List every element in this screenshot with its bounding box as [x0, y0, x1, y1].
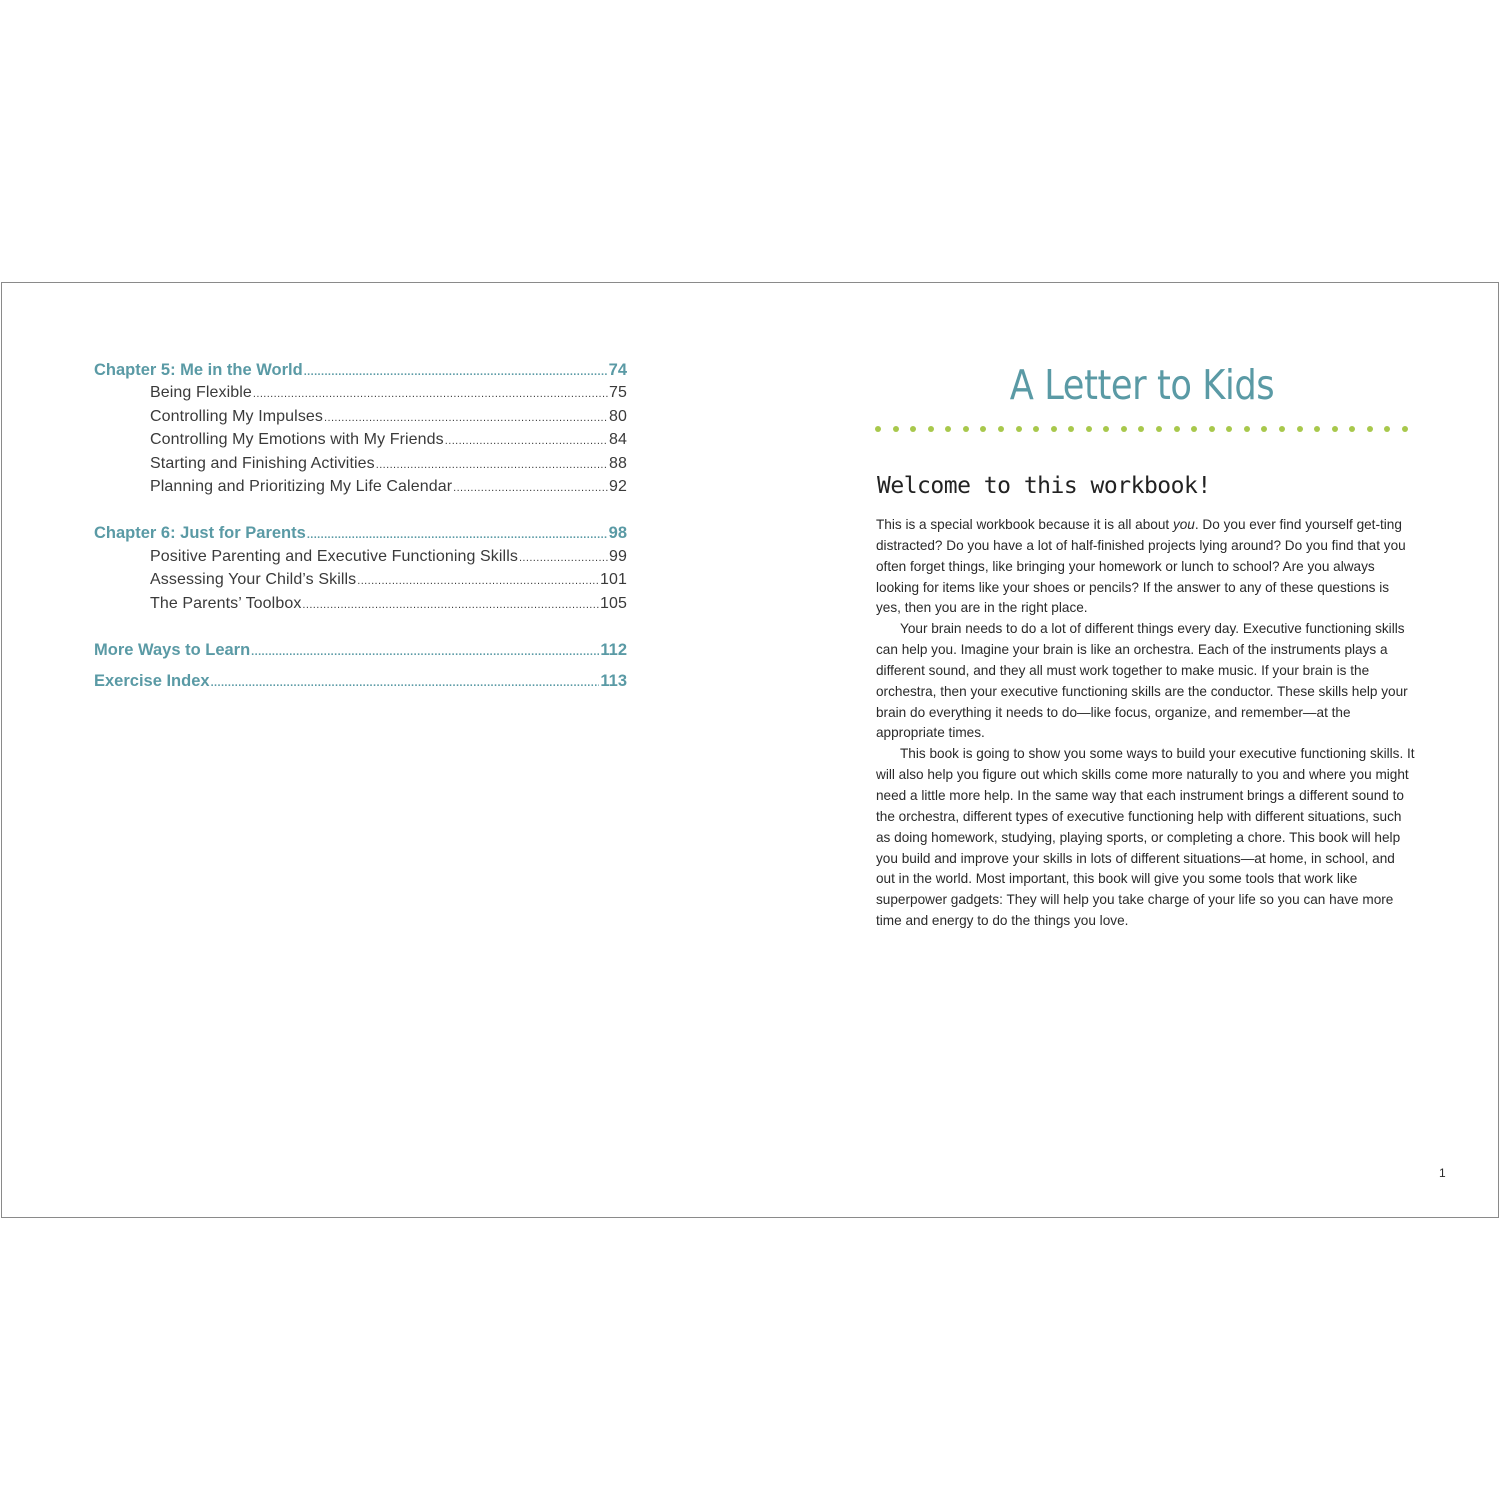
paragraph: Your brain needs to do a lot of different things every day. Executive functioning skills can help you. Imagine your brain is like an orchestra. Each of the instruments plays a different sound, and they all must work together to make music. If your brain is the orchestra, then your executive functioning skills are the conductor. These skills help your brain do everything it needs to do—like focus, organize, and remember—at the appropriate times.	[876, 621, 1408, 741]
divider-dot	[1314, 426, 1320, 432]
divider-dot	[1297, 426, 1303, 432]
emphasis-text: you	[1172, 517, 1195, 532]
page-title: A Letter to Kids	[1009, 361, 1275, 409]
divider-dot	[1138, 426, 1144, 432]
book-spread	[1, 282, 1499, 1218]
paragraph: This book is going to show you some ways to build your executive functioning skills. It will also help you figure out which skills come more naturally to you and where you might need a little more help. In the same way that each instrument brings a different sound to the orchestra, different types of executive functioning help with different situations, such as doing homework, studying, playing sports, or completing a chore. This book will help you build and improve your skills in lots of different situations—at home, in school, and out in the world. Most important, this book will give you some tools that work like superpower gadgets: They will help you take charge of your life so you can have more time and energy to do the things you love.	[876, 746, 1415, 929]
divider-dot	[945, 426, 951, 432]
toc-entry-title: Being Flexible	[150, 384, 252, 402]
table-of-contents	[94, 361, 627, 696]
divider-dot	[1103, 426, 1109, 432]
divider-dot	[963, 426, 969, 432]
toc-section[interactable]	[94, 478, 627, 501]
divider-dot	[1121, 426, 1127, 432]
dot-leader	[253, 388, 608, 400]
dot-leader	[519, 552, 608, 564]
toc-entry-page: 99	[609, 547, 627, 565]
divider-dot	[1033, 426, 1039, 432]
toc-entry-page: 112	[600, 640, 627, 659]
toc-chapter-6[interactable]	[94, 524, 627, 547]
toc-more-ways-to-learn[interactable]	[94, 641, 627, 664]
toc-section[interactable]	[94, 571, 627, 594]
toc-chapter-5[interactable]	[94, 361, 627, 384]
dot-leader	[445, 435, 608, 447]
dot-leader	[211, 677, 600, 689]
toc-entry-page: 92	[609, 477, 627, 495]
divider-dot	[1174, 426, 1180, 432]
toc-section[interactable]	[94, 431, 627, 454]
divider-dot	[1244, 426, 1250, 432]
divider-dot	[928, 426, 934, 432]
dot-leader	[307, 529, 608, 541]
toc-entry-title: Planning and Prioritizing My Life Calendar	[150, 477, 453, 495]
toc-entry-page: 98	[608, 524, 627, 543]
toc-entry-page: 84	[609, 431, 627, 449]
toc-entry-page: 80	[609, 407, 627, 425]
paragraph-text: . Do you ever find yourself get-ting distracted? Do you have a lot of half-finished projects lying around? Do you find that you often forget things, like bringing your homework or lunch to school? Are you always looking for items like your shoes or pencils? If the answer to any of these questions is yes, then you are in the right place.	[876, 517, 1406, 616]
dot-leader	[324, 412, 608, 424]
page-number: 1	[1439, 1166, 1446, 1180]
divider-dot	[980, 426, 986, 432]
dot-leader	[251, 646, 599, 658]
dot-leader	[453, 482, 608, 494]
divider-dot	[1209, 426, 1215, 432]
divider-dot	[910, 426, 916, 432]
toc-entry-title: The Parents’ Toolbox	[150, 594, 302, 612]
toc-entry-title: Chapter 6: Just for Parents	[94, 524, 306, 543]
toc-entry-title: Chapter 5: Me in the World	[94, 361, 303, 379]
toc-section[interactable]	[94, 408, 627, 431]
toc-entry-title: Exercise Index	[94, 672, 210, 691]
paragraph-text: This is a special workbook because it is all about	[876, 517, 1173, 532]
letter-body	[876, 515, 1416, 932]
toc-exercise-index[interactable]	[94, 672, 627, 695]
toc-entry-page: 75	[609, 384, 627, 402]
divider-dot	[1191, 426, 1197, 432]
paragraph	[876, 515, 1416, 619]
divider-dot	[1402, 426, 1408, 432]
divider-dot	[1384, 426, 1390, 432]
divider-dot	[875, 426, 881, 432]
toc-entry-page: 74	[608, 361, 627, 379]
divider-dot	[998, 426, 1004, 432]
divider-dot	[893, 426, 899, 432]
divider-dot	[1156, 426, 1162, 432]
toc-section[interactable]	[94, 384, 627, 407]
dot-leader	[357, 575, 599, 587]
toc-section[interactable]	[94, 548, 627, 571]
divider-dot	[1068, 426, 1074, 432]
toc-section[interactable]	[94, 595, 627, 618]
divider-dot	[1332, 426, 1338, 432]
toc-entry-title: Controlling My Impulses	[150, 407, 324, 425]
dotted-divider	[875, 426, 1408, 434]
divider-dot	[1279, 426, 1285, 432]
divider-dot	[1016, 426, 1022, 432]
divider-dot	[1226, 426, 1232, 432]
dot-leader	[376, 459, 608, 471]
dot-leader	[304, 366, 608, 378]
toc-entry-title: More Ways to Learn	[94, 640, 251, 659]
toc-section[interactable]	[94, 455, 627, 478]
dot-leader	[302, 599, 599, 611]
toc-entry-title: Starting and Finishing Activities	[150, 454, 375, 472]
toc-entry-page: 88	[609, 454, 627, 472]
divider-dot	[1367, 426, 1373, 432]
toc-entry-page: 105	[600, 594, 627, 612]
divider-dot	[1261, 426, 1267, 432]
letter-subtitle: Welcome to this workbook!	[877, 473, 1211, 499]
toc-entry-page: 101	[600, 571, 627, 589]
toc-entry-page: 113	[600, 672, 627, 691]
toc-entry-title: Assessing Your Child’s Skills	[150, 571, 357, 589]
toc-entry-title: Controlling My Emotions with My Friends	[150, 431, 444, 449]
divider-dot	[1349, 426, 1355, 432]
divider-dot	[1051, 426, 1057, 432]
toc-entry-title: Positive Parenting and Executive Functioning Skills	[150, 547, 518, 565]
divider-dot	[1086, 426, 1092, 432]
